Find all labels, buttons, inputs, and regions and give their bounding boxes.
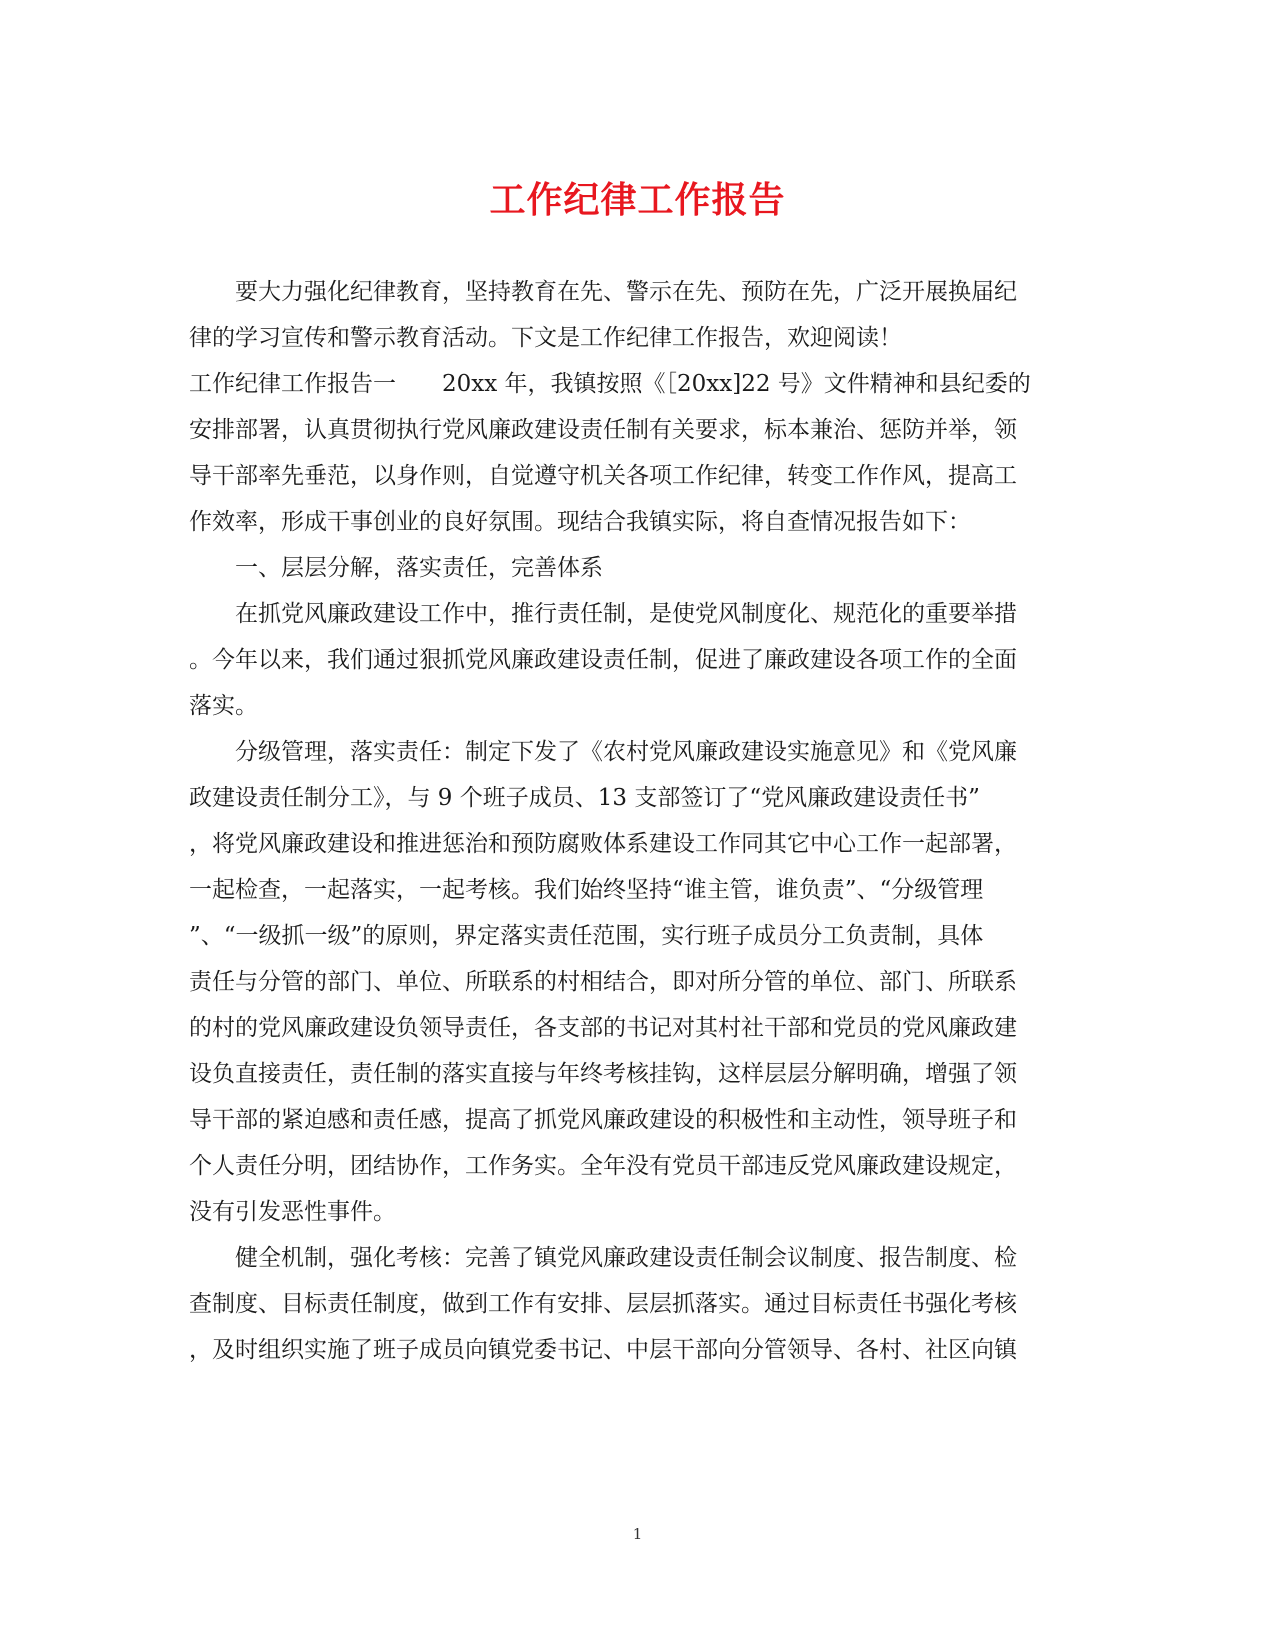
body-line: 设负直接责任，责任制的落实直接与年终考核挂钩，这样层层分解明确，增强了领	[189, 1061, 1017, 1087]
body-line: 要大力强化纪律教育，坚持教育在先、警示在先、预防在先，广泛开展换届纪	[189, 279, 1017, 305]
body-line: 个人责任分明，团结协作，工作务实。全年没有党员干部违反党风廉政建设规定，	[189, 1153, 1017, 1179]
body-line: 律的学习宣传和警示教育活动。下文是工作纪律工作报告，欢迎阅读！	[189, 325, 902, 351]
body-line: 责任与分管的部门、单位、所联系的村相结合，即对所分管的单位、部门、所联系	[189, 969, 1017, 995]
body-line: 没有引发恶性事件。	[189, 1199, 396, 1225]
section-heading: 一、层层分解，落实责任，完善体系	[189, 555, 603, 581]
body-line: ，及时组织实施了班子成员向镇党委书记、中层干部向分管领导、各村、社区向镇	[189, 1337, 1017, 1363]
body-line: 导干部率先垂范，以身作则，自觉遵守机关各项工作纪律，转变工作作风，提高工	[189, 463, 1017, 489]
body-line: 。今年以来，我们通过狠抓党风廉政建设责任制，促进了廉政建设各项工作的全面	[189, 647, 1017, 673]
body-line: 在抓党风廉政建设工作中，推行责任制，是使党风制度化、规范化的重要举措	[189, 601, 1017, 627]
body-line: ”、“一级抓一级”的原则，界定落实责任范围，实行班子成员分工负责制，具体	[189, 923, 984, 949]
body-line: 落实。	[189, 693, 258, 719]
body-line: 分级管理，落实责任：制定下发了《农村党风廉政建设实施意见》和《党风廉	[189, 739, 1017, 765]
body-line: 工作纪律工作报告一 20xx 年，我镇按照《［20xx]22 号》文件精神和县纪委的	[189, 371, 1031, 397]
body-line: 导干部的紧迫感和责任感，提高了抓党风廉政建设的积极性和主动性，领导班子和	[189, 1107, 1017, 1133]
body-line: 一起检查，一起落实，一起考核。我们始终坚持“谁主管，谁负责”、“分级管理	[189, 877, 984, 903]
body-line: 的村的党风廉政建设负领导责任，各支部的书记对其村社干部和党员的党风廉政建	[189, 1015, 1017, 1041]
body-line: 查制度、目标责任制度，做到工作有安排、层层抓落实。通过目标责任书强化考核	[189, 1291, 1017, 1317]
body-line: 作效率，形成干事创业的良好氛围。现结合我镇实际，将自查情况报告如下：	[189, 509, 971, 535]
page-number: 1	[632, 1525, 643, 1543]
body-line: 健全机制，强化考核：完善了镇党风廉政建设责任制会议制度、报告制度、检	[189, 1245, 1017, 1271]
document-title: 工作纪律工作报告	[489, 179, 786, 221]
body-line: 政建设责任制分工》，与 9 个班子成员、13 支部签订了“党风廉政建设责任书”	[189, 785, 980, 811]
body-line: 安排部署，认真贯彻执行党风廉政建设责任制有关要求，标本兼治、惩防并举，领	[189, 417, 1017, 443]
body-line: ，将党风廉政建设和推进惩治和预防腐败体系建设工作同其它中心工作一起部署，	[189, 831, 1017, 857]
